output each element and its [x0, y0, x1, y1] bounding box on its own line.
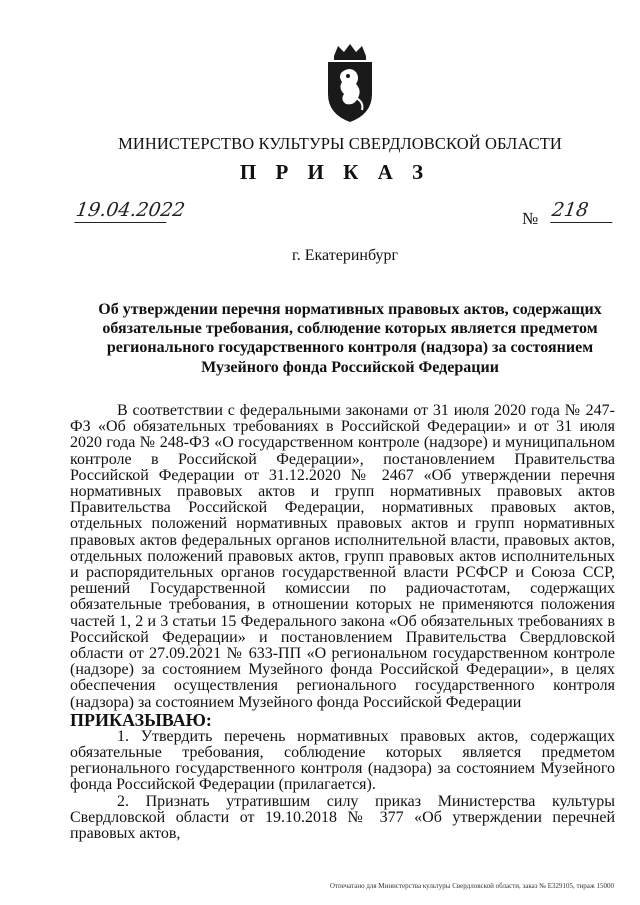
coat-of-arms-icon: [320, 42, 380, 124]
preamble-paragraph: В соответствии с федеральными законами от 31 июля 2020 года № 247-ФЗ «Об обязательных требованиях в Российской Федерации» и от 31 июля 2020 года № 248-ФЗ «О государственном контроле (надзоре) и муниципальном контроле в Российской Федерации», постановлением Правительства Российской Федерации от 31.12.2020 № 2467 «Об утверждении перечня нормативных правовых актов и групп нормативных правовых актов Правительства Российской Федерации, нормативных правовых актов, отдельных положений нормативных правовых актов и групп нормативных правовых актов федеральных органов исполнительной власти, правовых актов, отдельных положений правовых актов, групп правовых актов исполнительных и распорядительных органов государственной власти РСФСР и Союза ССР, решений Государственной комиссии по радиочастотам, содержащих обязательные требования, в отношении которых не применяются положения частей 1, 2 и 3 статьи 15 Федерального закона «Об обязательных требованиях в Российской Федерации» и постановлением Правительства Свердловской области от 27.09.2021 № 633-ПП «О региональном государственном контроле (надзоре) за состоянием Музейного фонда Российской Федерации», в целях обеспечения осуществления регионального государственного контроля (надзора) за состоянием Музейного фонда Российской Федерации: [70, 402, 615, 711]
document-subject: Об утверждении перечня нормативных правовых актов, содержащих обязательные требования, соблюдение которых является предметом регионального государственного контроля (надзора) за состоянием Музейного фонда Российской Федерации: [98, 301, 602, 376]
document-title: П Р И К А З: [239, 160, 431, 184]
document-date: 19.04.2022: [74, 199, 187, 221]
city: г. Екатеринбург: [291, 247, 399, 264]
document-number: 218: [550, 198, 616, 223]
item-1-paragraph: 1. Утвердить перечень нормативных правовых актов, содержащих обязательные требования, соблюдение которых является предметом регионального государственного контроля (надзора) за состоянием Музейного фонда Российской Федерации (прилагается).: [70, 727, 615, 794]
order-word: ПРИКАЗЫВАЮ:: [70, 709, 212, 730]
print-footer: Отпечатано для Министерства культуры Свердловской области, заказ № Е329105, тираж 15000: [329, 882, 614, 890]
number-sign: №: [522, 209, 539, 228]
item-2-paragraph: 2. Признать утратившим силу приказ Министерства культуры Свердловской области от 19.10.2018 № 377 «Об утверждении перечней правовых актов,: [70, 792, 615, 843]
document-body: [70, 403, 615, 842]
ministry-name: МИНИСТЕРСТВО КУЛЬТУРЫ СВЕРДЛОВСКОЙ ОБЛАСТИ: [118, 134, 562, 153]
